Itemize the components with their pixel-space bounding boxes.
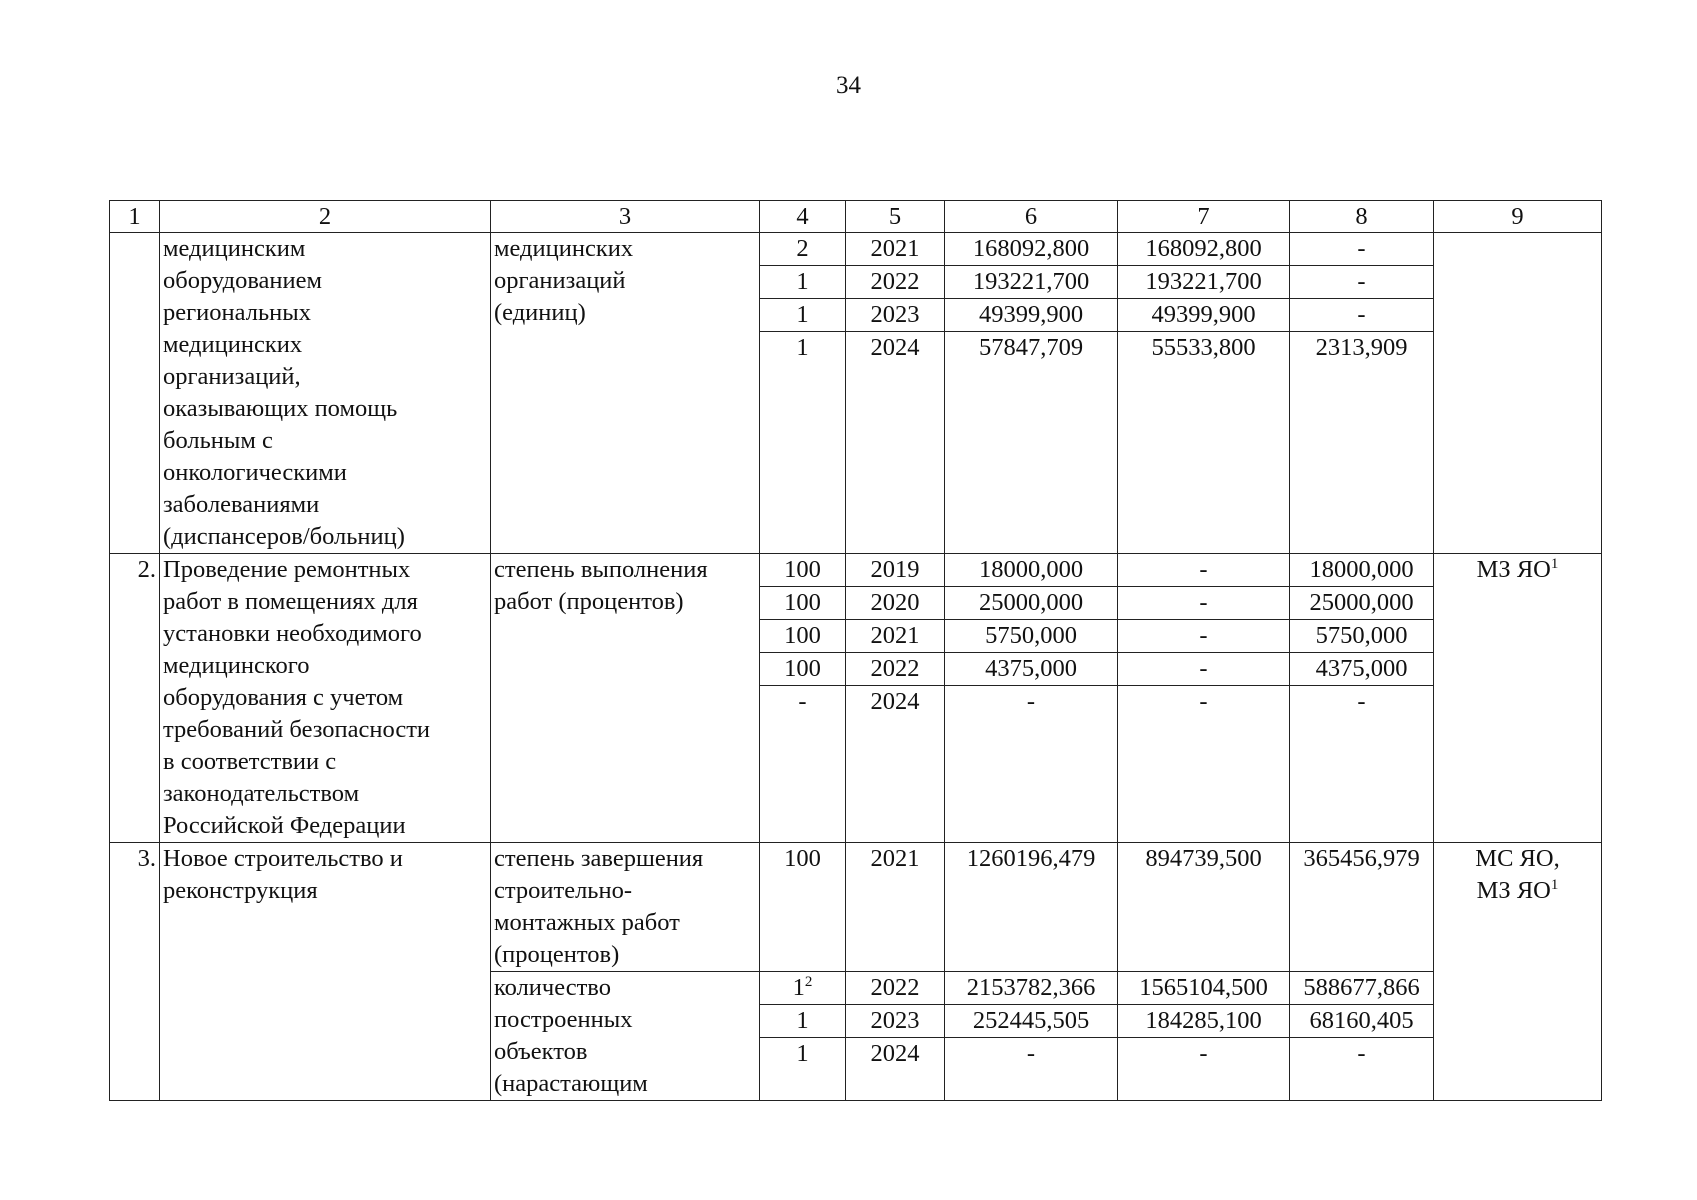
indicator-value: 1 <box>760 266 846 299</box>
indicator-value: 1 <box>760 1005 846 1038</box>
column-header: 2 <box>160 201 491 233</box>
total-amount: - <box>945 1038 1118 1101</box>
executor: МС ЯО, МЗ $ЯО^1$ <box>1434 843 1602 1101</box>
column-header: 4 <box>760 201 846 233</box>
year: 2021 <box>846 620 945 653</box>
indicator-name: степень выполнения работ (процентов) <box>491 554 760 843</box>
indicator-value: 100 <box>760 843 846 972</box>
indicator-value: 1 <box>760 332 846 554</box>
regional-amount: 18000,000 <box>1290 554 1434 587</box>
indicator-name: количество построенных объектов (нарастающим <box>491 972 760 1101</box>
federal-amount: - <box>1118 686 1290 843</box>
year: 2021 <box>846 843 945 972</box>
column-header: 8 <box>1290 201 1434 233</box>
federal-amount: - <box>1118 587 1290 620</box>
federal-amount: 55533,800 <box>1118 332 1290 554</box>
regional-amount: - <box>1290 233 1434 266</box>
year: 2019 <box>846 554 945 587</box>
total-amount: - <box>945 686 1118 843</box>
regional-amount: 68160,405 <box>1290 1005 1434 1038</box>
indicator-value: 1 <box>760 299 846 332</box>
page-number: 34 <box>836 72 861 99</box>
total-amount: 1260196,479 <box>945 843 1118 972</box>
year: 2022 <box>846 972 945 1005</box>
indicator-value: - <box>760 686 846 843</box>
total-amount: 25000,000 <box>945 587 1118 620</box>
program-table <box>109 200 1602 1101</box>
table-header-row <box>110 201 1602 233</box>
regional-amount: 2313,909 <box>1290 332 1434 554</box>
regional-amount: - <box>1290 1038 1434 1101</box>
federal-amount: 168092,800 <box>1118 233 1290 266</box>
indicator-value: 100 <box>760 620 846 653</box>
column-header: 1 <box>110 201 160 233</box>
table-row <box>110 843 1602 972</box>
federal-amount: - <box>1118 1038 1290 1101</box>
regional-amount: 588677,866 <box>1290 972 1434 1005</box>
total-amount: 57847,709 <box>945 332 1118 554</box>
federal-amount: 49399,900 <box>1118 299 1290 332</box>
federal-amount: 894739,500 <box>1118 843 1290 972</box>
measure-name: Новое строительство и реконструкция <box>160 843 491 1101</box>
year: 2023 <box>846 299 945 332</box>
total-amount: 252445,505 <box>945 1005 1118 1038</box>
year: 2023 <box>846 1005 945 1038</box>
column-header: 6 <box>945 201 1118 233</box>
indicator-value: 100 <box>760 653 846 686</box>
indicator-value: 100 <box>760 587 846 620</box>
federal-amount: 193221,700 <box>1118 266 1290 299</box>
column-header: 9 <box>1434 201 1602 233</box>
executor <box>1434 233 1602 554</box>
regional-amount: - <box>1290 266 1434 299</box>
column-header: 7 <box>1118 201 1290 233</box>
regional-amount: - <box>1290 299 1434 332</box>
column-header: 5 <box>846 201 945 233</box>
federal-amount: 184285,100 <box>1118 1005 1290 1038</box>
federal-amount: - <box>1118 554 1290 587</box>
year: 2024 <box>846 1038 945 1101</box>
indicator-name: медицинских организаций (единиц) <box>491 233 760 554</box>
regional-amount: 4375,000 <box>1290 653 1434 686</box>
total-amount: 168092,800 <box>945 233 1118 266</box>
indicator-value: 1 <box>760 1038 846 1101</box>
federal-amount: - <box>1118 620 1290 653</box>
row-number: 3. <box>110 843 160 1101</box>
executor: МЗ $ЯО^1$ <box>1434 554 1602 843</box>
year: 2024 <box>846 332 945 554</box>
regional-amount: - <box>1290 686 1434 843</box>
regional-amount: 365456,979 <box>1290 843 1434 972</box>
table-row <box>110 233 1602 266</box>
year: 2020 <box>846 587 945 620</box>
federal-amount: 1565104,500 <box>1118 972 1290 1005</box>
indicator-value: 2 <box>760 233 846 266</box>
row-number <box>110 233 160 554</box>
total-amount: 5750,000 <box>945 620 1118 653</box>
regional-amount: 25000,000 <box>1290 587 1434 620</box>
total-amount: 193221,700 <box>945 266 1118 299</box>
year: 2024 <box>846 686 945 843</box>
indicator-value: 100 <box>760 554 846 587</box>
table-row <box>110 554 1602 587</box>
column-header: 3 <box>491 201 760 233</box>
total-amount: 2153782,366 <box>945 972 1118 1005</box>
federal-amount: - <box>1118 653 1290 686</box>
measure-name: Проведение ремонтных работ в помещениях для установки необходимого медицинского оборудования с учетом требований безопасности в соответствии с законодательством Российской Федерации <box>160 554 491 843</box>
year: 2022 <box>846 653 945 686</box>
row-number: 2. <box>110 554 160 843</box>
regional-amount: 5750,000 <box>1290 620 1434 653</box>
year: 2021 <box>846 233 945 266</box>
indicator-name: степень завершения строительно- монтажных работ (процентов) <box>491 843 760 972</box>
year: 2022 <box>846 266 945 299</box>
total-amount: 18000,000 <box>945 554 1118 587</box>
indicator-value: $1^2$ <box>760 972 846 1005</box>
total-amount: 49399,900 <box>945 299 1118 332</box>
measure-name: медицинским оборудованием региональных медицинских организаций, оказывающих помощь больным с онкологическими заболеваниями (диспансеров/больниц) <box>160 233 491 554</box>
total-amount: 4375,000 <box>945 653 1118 686</box>
